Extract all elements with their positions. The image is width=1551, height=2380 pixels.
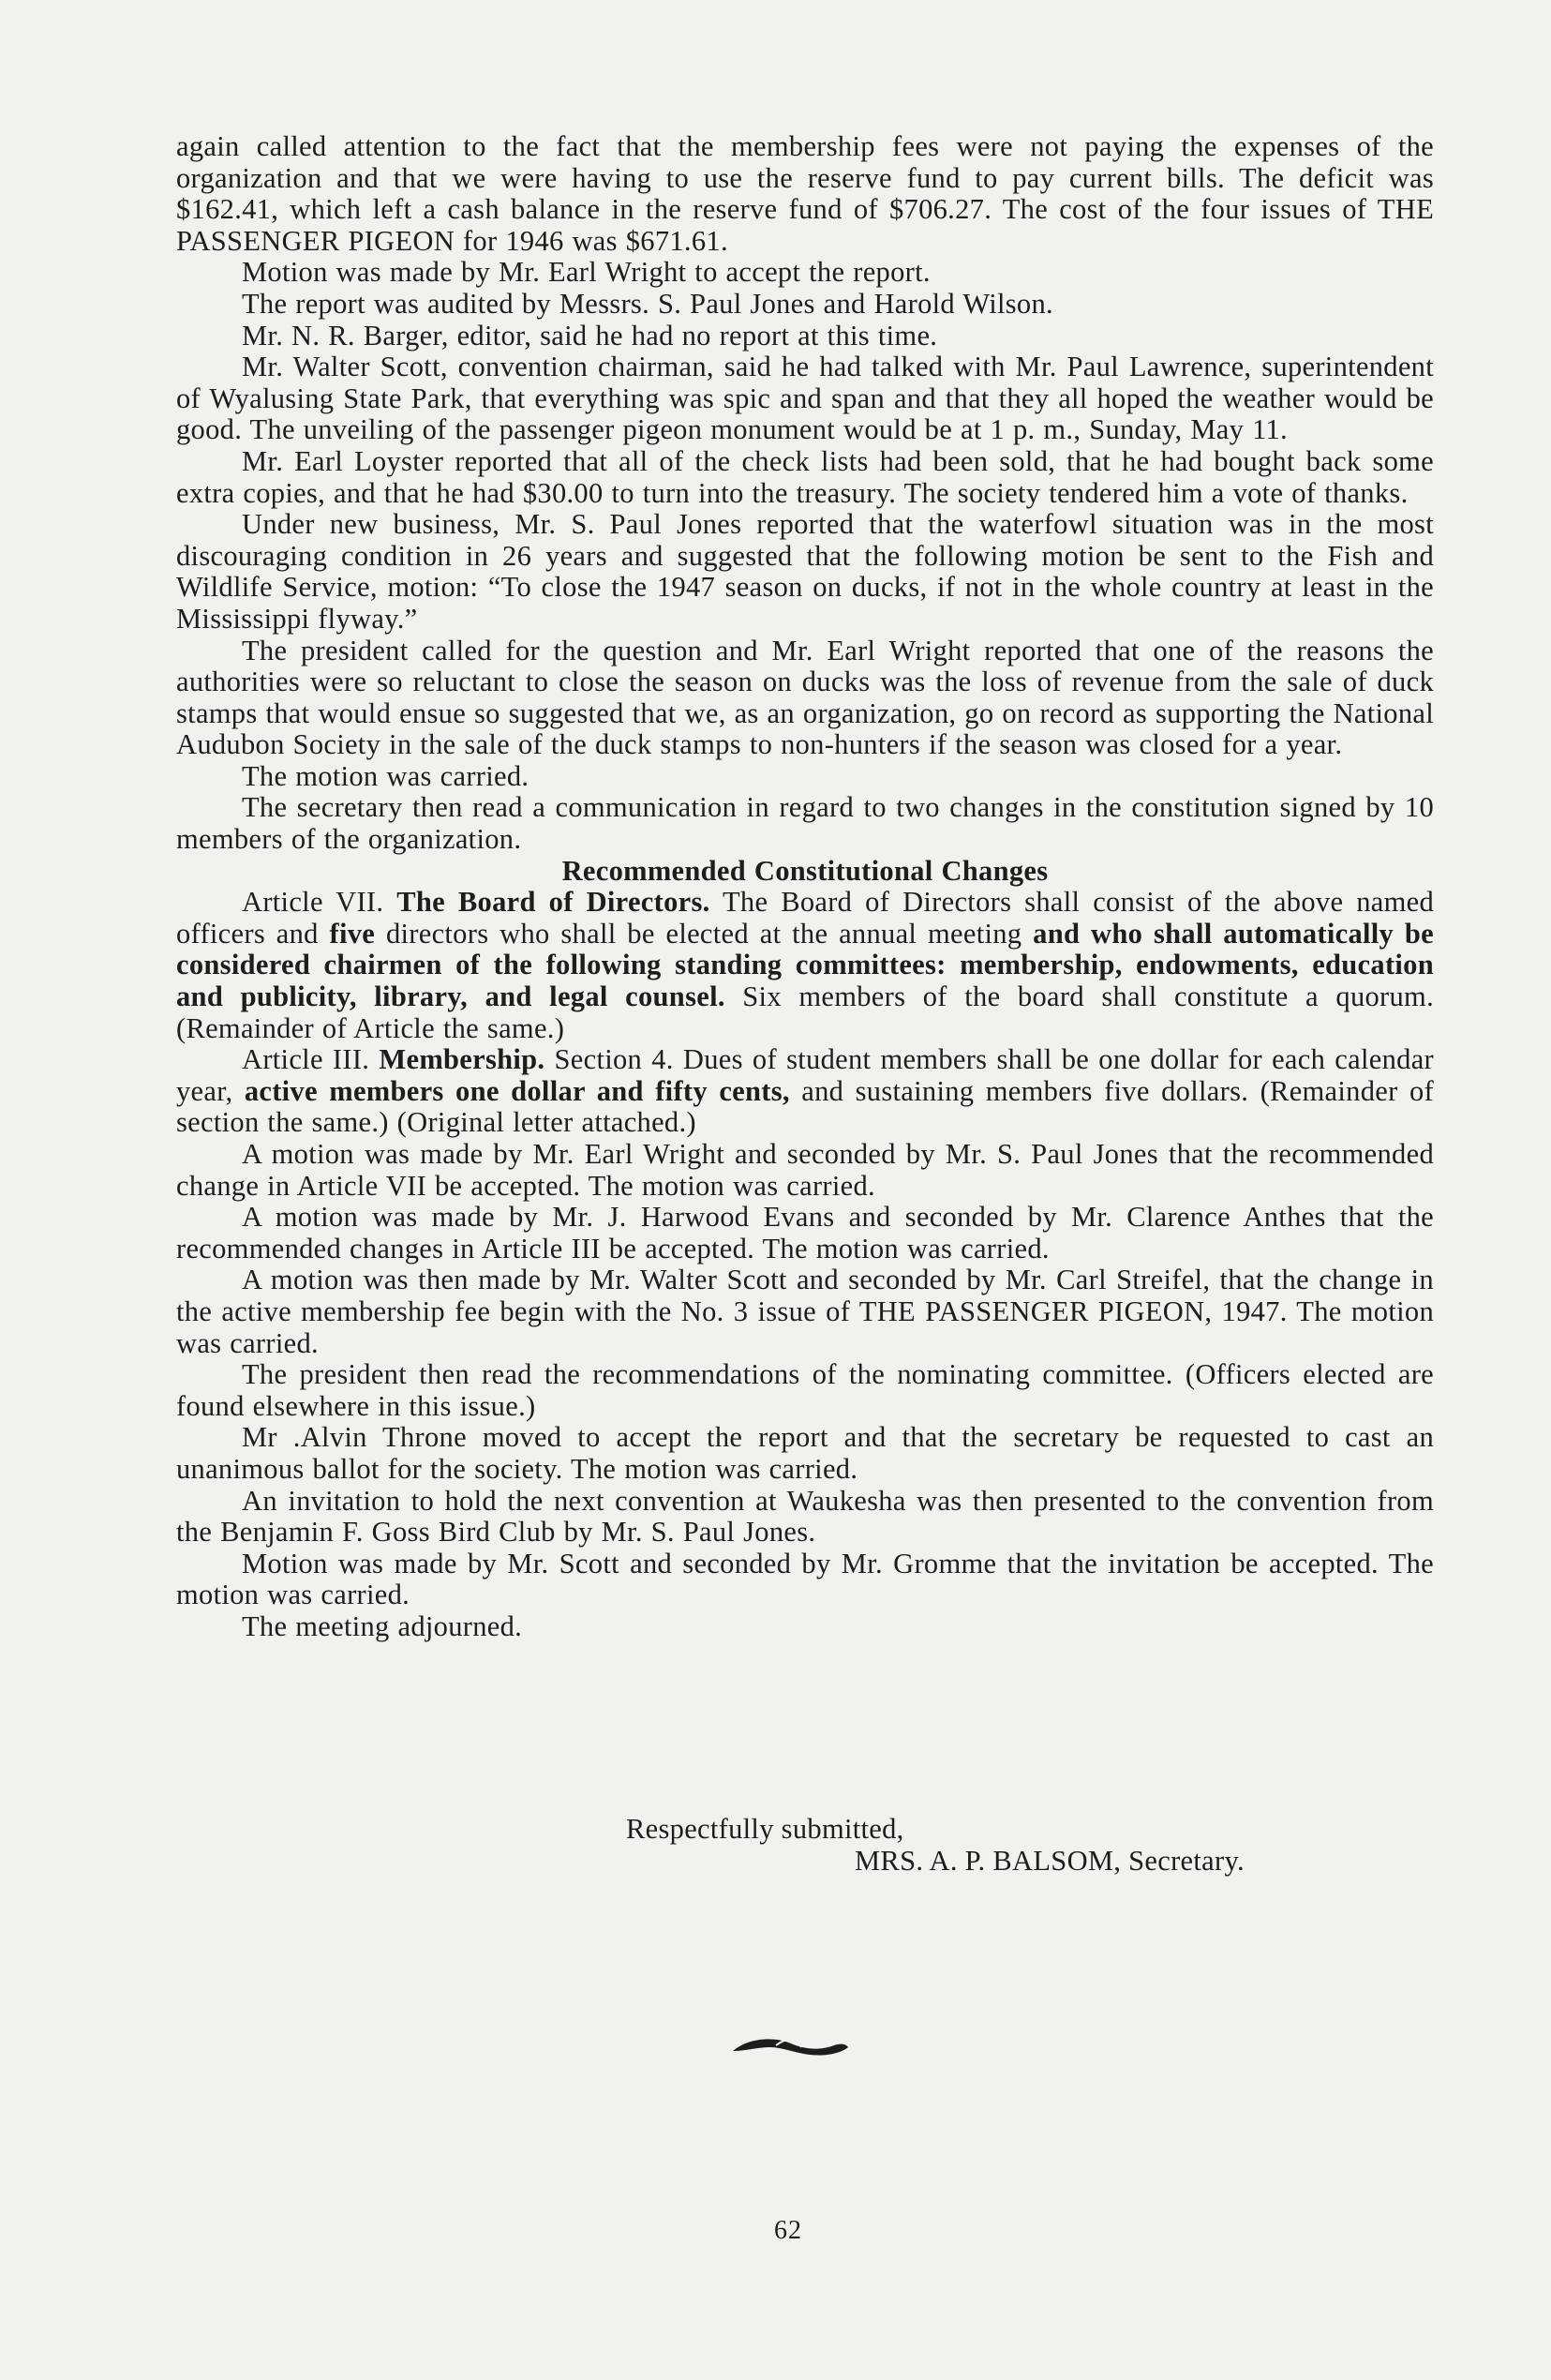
paragraph: Mr .Alvin Throne moved to accept the report and that the secretary be requested to cast an unanimous ballot for the society. The motion was carried.	[176, 1421, 1434, 1485]
article-vii-title: The Board of Directors.	[396, 886, 710, 919]
signature-name: MRS. A. P. BALSOM, Secretary.	[855, 1845, 1245, 1877]
paragraph: A motion was made by Mr. J. Harwood Evans and seconded by Mr. Clarence Anthes that the recommended changes in Article III be accepted. The motion was carried.	[176, 1201, 1434, 1265]
paragraph: The motion was carried.	[242, 759, 529, 792]
paragraph: Motion was made by Mr. Earl Wright to accept the report.	[242, 256, 931, 289]
article-vii-text: Six members of the board shall constitute a quorum. (Remainder of Article the same.)	[176, 980, 1435, 1044]
paragraph: Under new business, Mr. S. Paul Jones reported that the waterfowl situation was in the most discouraging condition in 26 years and suggested that the following motion be sent to the Fish and Wildlife Service, motion: “To close the 1947 season on ducks, if not in the whole country at least in the Mississippi flyway.”	[176, 508, 1434, 635]
article-vii-text: The Board of Directors shall consist of the above named officers and	[176, 886, 1434, 950]
paragraph: Mr. Walter Scott, convention chairman, said he had talked with Mr. Paul Lawrence, superintendent of Wyalusing State Park, that everything was spic and span and that they all hoped the weather would be good. The unveiling of the passenger pigeon monument would be at 1 p. m., Sunday, May 11.	[176, 351, 1434, 446]
article-iii-label: Article III.	[242, 1043, 380, 1076]
paragraph: A motion was made by Mr. Earl Wright and seconded by Mr. S. Paul Jones that the recommended change in Article VII be accepted. The motion was carried.	[176, 1138, 1434, 1202]
article-iii-emphasis: active members one dollar and fifty cents,	[244, 1074, 790, 1107]
section-heading: Recommended Constitutional Changes	[561, 854, 1049, 887]
paragraph: A motion was then made by Mr. Walter Scott and seconded by Mr. Carl Streifel, that the change in the active membership fee begin with the No. 3 issue of THE PASSENGER PIGEON, 1947. The motion was carried.	[176, 1264, 1434, 1359]
paragraph: The meeting adjourned.	[242, 1609, 523, 1642]
article-iii-text: and sustaining members five dollars. (Remainder of section the same.) (Original letter attached.)	[176, 1074, 1434, 1139]
article-vii-label: Article VII.	[242, 886, 397, 919]
signature-block	[626, 1813, 1245, 1877]
article-iii-paragraph	[176, 1044, 1434, 1139]
article-vii-emphasis: five	[329, 917, 376, 950]
article-vii-paragraph	[176, 887, 1434, 1044]
paragraph: An invitation to hold the next convention at Waukesha was then presented to the convention from the Benjamin F. Goss Bird Club by Mr. S. Paul Jones.	[176, 1484, 1434, 1549]
article-vii-emphasis: and who shall automatically be considered chairmen of the following standing committees: membership, endowments, education and publicity, library, and legal counsel.	[176, 917, 1434, 1013]
bird-ornament-icon	[729, 2032, 851, 2060]
paragraph: The president then read the recommendations of the nominating committee. (Officers elected are found elsewhere in this issue.)	[176, 1358, 1434, 1422]
paragraph: Mr. N. R. Barger, editor, said he had no report at this time.	[242, 319, 938, 352]
paragraph: The president called for the question and Mr. Earl Wright reported that one of the reasons the authorities were so reluctant to close the season on ducks was the loss of revenue from the sale of duck stamps that would ensue so suggested that we, as an organization, go on record as supporting the National Audubon Society in the sale of the duck stamps to non-hunters if the season was closed for a year.	[176, 634, 1434, 761]
body-text	[176, 131, 1434, 1643]
article-vii-text: directors who shall be elected at the annual meeting	[375, 917, 1034, 950]
signature-closing: Respectfully submitted,	[626, 1813, 904, 1845]
article-iii-title: Membership.	[379, 1043, 545, 1076]
paragraph: again called attention to the fact that the membership fees were not paying the expenses of the organization and that we were having to use the reserve fund to pay current bills. The deficit was $162.41, which left a cash balance in the reserve fund of $706.27. The cost of the four issues of THE PASSENGER PIGEON for 1946 was $671.61.	[176, 130, 1434, 257]
paragraph: Motion was made by Mr. Scott and seconded by Mr. Gromme that the invitation be accepted. The motion was carried.	[176, 1547, 1434, 1611]
paragraph: Mr. Earl Loyster reported that all of the check lists had been sold, that he had bought back some extra copies, and that he had $30.00 to turn into the treasury. The society tendered him a vote of thanks.	[176, 444, 1434, 509]
article-iii-text: Section 4. Dues of student members shall be one dollar for each calendar year,	[176, 1043, 1434, 1107]
page-number: 62	[774, 2216, 802, 2245]
paragraph: The secretary then read a communication in regard to two changes in the constitution signed by 10 members of the organization.	[176, 791, 1434, 856]
paragraph: The report was audited by Messrs. S. Paul Jones and Harold Wilson.	[242, 287, 1053, 320]
